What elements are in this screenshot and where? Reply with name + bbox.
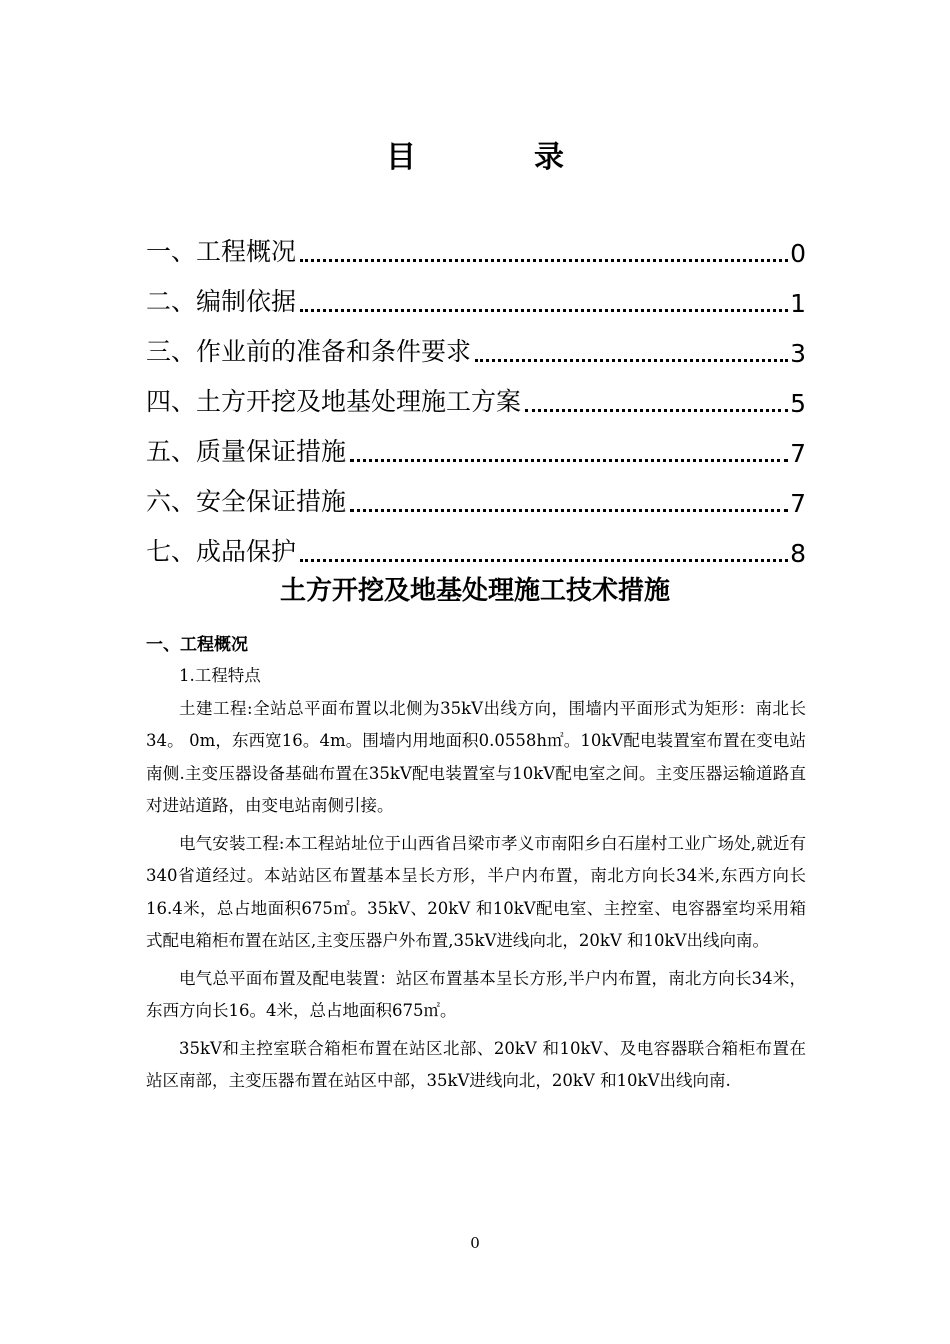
document-body bbox=[146, 660, 806, 1103]
toc-entry-label: 六、安全保证措施 bbox=[146, 487, 347, 516]
toc-entry-page: 0 bbox=[790, 239, 806, 268]
toc-title bbox=[0, 132, 950, 176]
toc-entry-page: 7 bbox=[790, 439, 806, 468]
table-of-contents bbox=[146, 218, 806, 568]
toc-entry-label: 七、成品保护 bbox=[146, 537, 297, 566]
page-number: 0 bbox=[470, 1234, 480, 1252]
toc-entry-page: 1 bbox=[790, 289, 806, 318]
section-heading: 一、工程概况 bbox=[146, 635, 248, 655]
body-paragraph: 土建工程:全站总平面布置以北侧为35kV出线方向，围墙内平面形式为矩形：南北长34。 0m，东西宽16。4m。围墙内用地面积0.0558h㎡。10kV配电装置室布置在变电站南侧.主变压器设备基础布置在35kV配电装置室与10kV配电室之间。主变压器运输道路直对进站道路，由变电站南侧引接。 bbox=[146, 698, 806, 815]
toc-leader bbox=[350, 503, 788, 512]
toc-leader bbox=[300, 553, 788, 562]
body-paragraph: 电气安装工程:本工程站址位于山西省吕梁市孝义市南阳乡白石崖村工业广场处,就近有340省道经过。本站站区布置基本呈长方形，半户内布置，南北方向长34米,东西方向长16.4米，总占地面积675㎡。35kV、20kV 和10kV配电室、主控室、电容器室均采用箱式配电箱柜布置在站区,主变压器户外布置,35kV进线向北，20kV 和10kV出线向南。 bbox=[146, 833, 806, 950]
toc-entry-page: 5 bbox=[790, 389, 806, 418]
toc-leader bbox=[525, 403, 788, 412]
toc-title-part1: 目 bbox=[386, 140, 416, 175]
toc-entry-label: 四、土方开挖及地基处理施工方案 bbox=[146, 387, 522, 416]
toc-leader bbox=[300, 303, 788, 312]
body-paragraph: 35kV和主控室联合箱柜布置在站区北部、20kV 和10kV、及电容器联合箱柜布置在站区南部，主变压器布置在站区中部，35kV进线向北，20kV 和10kV出线向南. bbox=[146, 1038, 806, 1090]
toc-title-part2: 录 bbox=[534, 140, 564, 175]
toc-entry[interactable] bbox=[146, 218, 806, 268]
toc-entry-page: 3 bbox=[790, 339, 806, 368]
toc-leader bbox=[350, 453, 788, 462]
document-title: 土方开挖及地基处理施工技术措施 bbox=[279, 576, 670, 606]
toc-entry-label: 五、质量保证措施 bbox=[146, 437, 347, 466]
toc-entry-label: 三、作业前的准备和条件要求 bbox=[146, 337, 472, 366]
toc-entry[interactable] bbox=[146, 268, 806, 318]
toc-entry-page: 8 bbox=[790, 539, 806, 568]
toc-leader bbox=[475, 353, 788, 362]
toc-entry[interactable] bbox=[146, 518, 806, 568]
toc-leader bbox=[300, 253, 788, 262]
toc-entry[interactable] bbox=[146, 468, 806, 518]
subsection-heading: 1.工程特点 bbox=[179, 666, 261, 685]
toc-entry[interactable] bbox=[146, 418, 806, 468]
toc-entry[interactable] bbox=[146, 368, 806, 418]
toc-entry-label: 二、编制依据 bbox=[146, 287, 297, 316]
toc-entry-page: 7 bbox=[790, 489, 806, 518]
toc-entry-label: 一、工程概况 bbox=[146, 237, 297, 266]
toc-entry[interactable] bbox=[146, 318, 806, 368]
body-paragraph: 电气总平面布置及配电装置：站区布置基本呈长方形,半户内布置，南北方向长34米，东西方向长16。4米，总占地面积675㎡。 bbox=[146, 968, 806, 1020]
